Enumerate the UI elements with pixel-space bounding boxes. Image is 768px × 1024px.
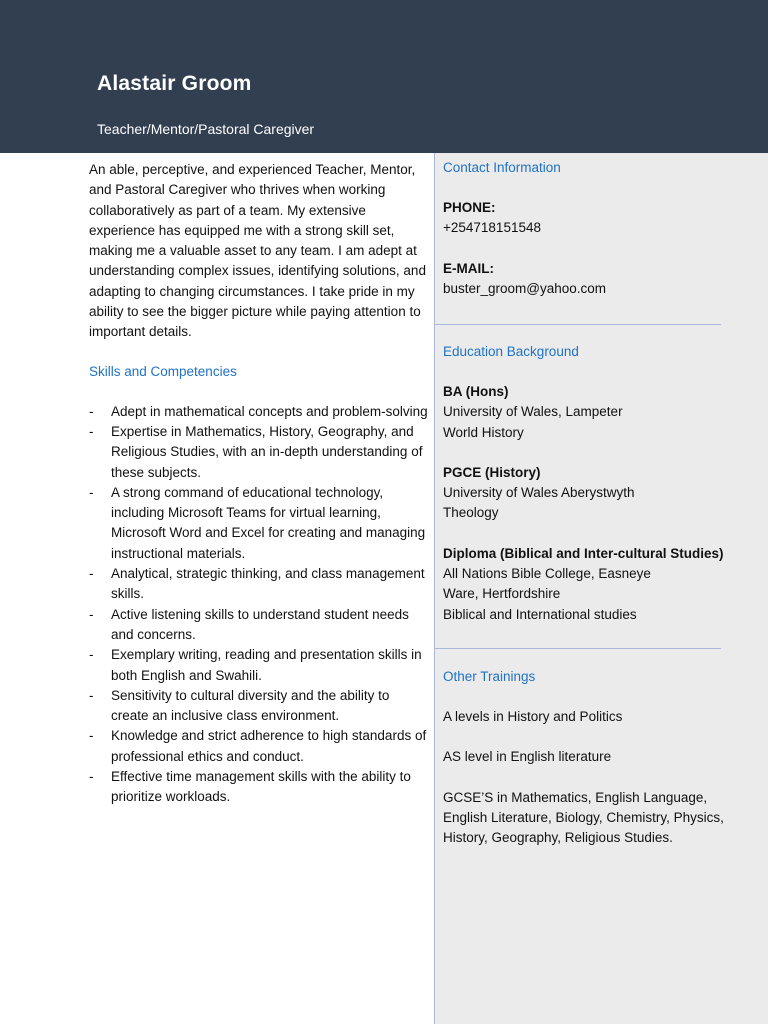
contact-heading: Contact Information (443, 160, 561, 175)
education-entry (443, 544, 733, 625)
education-line: Ware, Hertfordshire (443, 586, 561, 602)
training-item: AS level in English literature (443, 749, 612, 765)
skill-item (89, 483, 429, 564)
skill-item (89, 686, 429, 727)
skill-text: Analytical, strategic thinking, and class management skills. (111, 566, 425, 602)
skills-list (89, 402, 429, 808)
education-entry (443, 463, 733, 524)
education-line: Theology (443, 505, 499, 521)
profile-summary: An able, perceptive, and experienced Teacher, Mentor, and Pastoral Caregiver who thrives when working collaboratively as part of a team. My extensive experience has equipped me with a strong skill set, making me a valuable asset to any team. I am adept at understanding complex issues, identifying solutions, and adapting to changing circumstances. I take pride in my ability to see the bigger picture while paying attention to important details. (89, 162, 426, 340)
skill-text: Effective time management skills with the ability to prioritize workloads. (111, 769, 411, 805)
skill-text: Sensitivity to cultural diversity and the ability to create an inclusive class environment. (111, 687, 390, 724)
education-entry (443, 382, 733, 443)
education-line: University of Wales, Lampeter (443, 404, 623, 420)
skill-item (89, 422, 429, 483)
phone-block (443, 198, 733, 239)
section-divider (434, 648, 721, 649)
skill-text: Exemplary writing, reading and presentation skills in both English and Swahili. (111, 647, 422, 683)
skill-text: Expertise in Mathematics, History, Geography, and Religious Studies, with an in-depth understanding of these subjects. (111, 423, 423, 480)
training-item: GCSE’S in Mathematics, English Language, English Literature, Biology, Chemistry, Physics, History, Geography, Religious Studies. (443, 789, 724, 846)
trainings-section (443, 667, 733, 868)
candidate-role: Teacher/Mentor/Pastoral Caregiver (97, 121, 315, 137)
skill-item (89, 402, 429, 422)
bullet-dash: - (89, 484, 94, 500)
education-heading: Education Background (443, 344, 579, 359)
education-line: Biblical and International studies (443, 606, 637, 622)
bullet-dash: - (89, 769, 94, 785)
training-item: A levels in History and Politics (443, 709, 623, 724)
degree-title: Diploma (Biblical and Inter-cultural Studies) (443, 545, 724, 561)
education-line: All Nations Bible College, Easneye (443, 566, 651, 582)
education-line: World History (443, 424, 524, 440)
degree-title: PGCE (History) (443, 464, 541, 480)
skill-item (89, 767, 429, 808)
bullet-dash: - (89, 403, 94, 419)
candidate-name: Alastair Groom (97, 72, 252, 95)
skill-item (89, 605, 429, 646)
skill-text: A strong command of educational technology, including Microsoft Teams for virtual learning, Microsoft Word and Excel for creating and managing instructional materials. (111, 484, 426, 561)
bullet-dash: - (89, 728, 94, 744)
bullet-dash: - (89, 647, 94, 663)
section-divider (434, 324, 721, 325)
email-label: E-MAIL: (443, 260, 494, 276)
skills-heading: Skills and Competencies (89, 363, 237, 379)
education-line: University of Wales Aberystwyth (443, 485, 635, 501)
skill-item (89, 726, 429, 767)
skill-item (89, 564, 429, 605)
phone-value: +254718151548 (443, 220, 541, 236)
email-block (443, 259, 733, 300)
email-value: buster_groom@yahoo.com (443, 280, 607, 296)
trainings-heading: Other Trainings (443, 669, 536, 684)
degree-title: BA (Hons) (443, 384, 509, 399)
sidebar-column (443, 158, 733, 846)
education-section (443, 342, 733, 645)
contact-section (443, 158, 733, 299)
skill-text: Active listening skills to understand student needs and concerns. (111, 606, 409, 642)
skill-text: Adept in mathematical concepts and problem-solving (111, 403, 428, 419)
bullet-dash: - (89, 687, 94, 703)
resume-header (0, 0, 768, 153)
bullet-dash: - (89, 423, 94, 439)
bullet-dash: - (89, 606, 94, 622)
skill-text: Knowledge and strict adherence to high standards of professional ethics and conduct. (111, 728, 427, 764)
main-column (89, 160, 429, 808)
skill-item (89, 645, 429, 686)
bullet-dash: - (89, 566, 94, 582)
phone-label: PHONE: (443, 200, 496, 215)
